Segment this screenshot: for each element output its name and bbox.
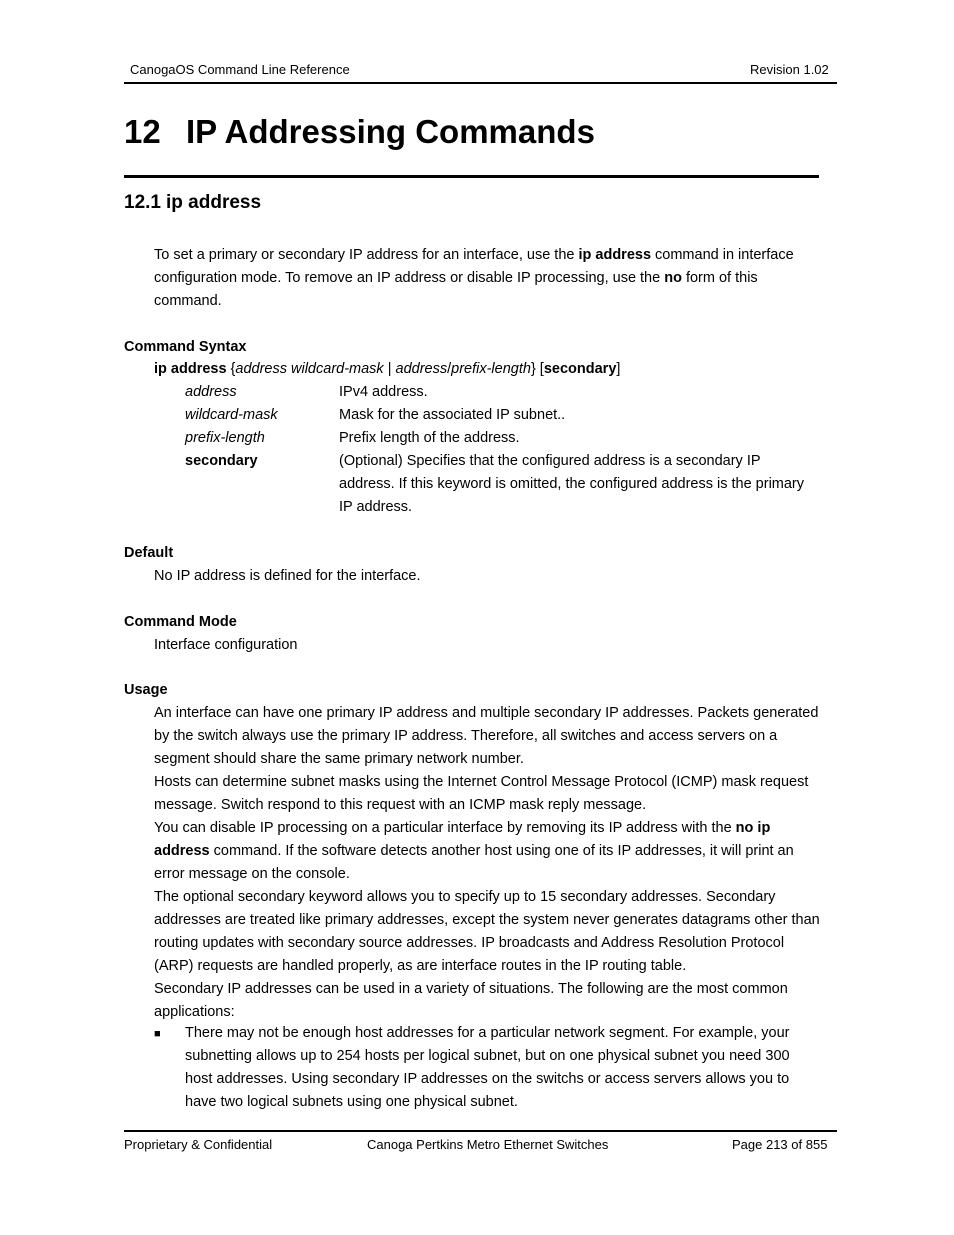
bullet-text: There may not be enough host addresses for a particular network segment. For example, your subnetting allows up to 254 hosts per logical subnet, but on one physical subnet you need 300 host addresses. Using secondary IP addresses on the switchs or access servers allows you to have two logical subnets using one physical subnet. <box>185 1025 790 1110</box>
section-heading <box>124 192 261 214</box>
bullet-list-item <box>154 1022 824 1114</box>
parameter-table <box>185 381 817 519</box>
syntax-arg-address: address <box>395 361 448 377</box>
usage-paragraph <box>154 817 824 886</box>
footer-rule <box>124 1130 837 1132</box>
command-mode-label: Command Mode <box>124 614 237 630</box>
header-doc-title: CanogaOS Command Line Reference <box>130 62 350 77</box>
command-mode-text: Interface configuration <box>154 637 298 653</box>
parameter-name: secondary <box>185 453 258 469</box>
parameter-description: IPv4 address. <box>339 384 428 400</box>
default-label: Default <box>124 545 174 561</box>
usage-text: You can disable IP processing on a particular interface by removing its IP address with the <box>154 820 736 836</box>
parameter-description: (Optional) Specifies that the configured address is a secondary IP address. If this keyword is omitted, the configured address is the primary IP address. <box>339 453 805 515</box>
syntax-sep-4: } [ <box>530 361 544 377</box>
parameter-description: Prefix length of the address. <box>339 430 520 446</box>
syntax-sep-2: | <box>383 361 396 377</box>
syntax-command: ip address <box>154 361 227 377</box>
section-title: ip address <box>166 192 262 213</box>
parameter-row <box>185 450 817 519</box>
intro-paragraph <box>154 244 824 313</box>
command-syntax-line <box>154 358 620 381</box>
syntax-sep-1: { <box>226 361 236 377</box>
syntax-arg-prefix-length: prefix-length <box>451 361 531 377</box>
footer-confidential: Proprietary & Confidential <box>124 1137 273 1152</box>
parameter-description: Mask for the associated IP subnet.. <box>339 407 566 423</box>
default-text: No IP address is defined for the interface. <box>154 568 421 584</box>
header-rule <box>124 82 837 84</box>
parameter-row <box>185 381 817 404</box>
intro-keyword-ip-address: ip address <box>578 247 652 263</box>
usage-text: command. If the software detects another host using one of its IP addresses, it will print an error message on the console. <box>154 843 794 882</box>
intro-keyword-no: no <box>664 270 682 286</box>
usage-keyword-no-ip-address: no ip address <box>154 820 771 859</box>
usage-body <box>154 702 824 1024</box>
usage-paragraph: The optional secondary keyword allows you to specify up to 15 secondary addresses. Secondary addresses are treated like primary addresses, except the system never generates datagrams other than routing updates with secondary source addresses. IP broadcasts and Address Resolution Protocol (ARP) requests are handled properly, as are interface routes in the IP routing table. <box>154 889 820 974</box>
header-revision: Revision 1.02 <box>750 62 829 77</box>
parameter-row <box>185 404 817 427</box>
footer-page-number: Page 213 of 855 <box>732 1137 828 1152</box>
section-number: 12.1 <box>124 192 161 213</box>
parameter-name: wildcard-mask <box>185 407 278 423</box>
chapter-heading <box>124 113 595 151</box>
command-syntax-label: Command Syntax <box>124 339 247 355</box>
syntax-keyword-secondary: secondary <box>543 361 617 377</box>
usage-paragraph: An interface can have one primary IP address and multiple secondary IP addresses. Packets generated by the switch always use the primary IP address. Therefore, all switches and access servers on a segment should share the same primary network number. <box>154 705 819 767</box>
syntax-arg-address-wildcard: address wildcard-mask <box>235 361 384 377</box>
usage-paragraph: Hosts can determine subnet masks using the Internet Control Message Protocol (ICMP) mask request message. Switch respond to this request with an ICMP mask reply message. <box>154 774 809 813</box>
square-bullet-icon: ■ <box>154 1028 161 1040</box>
syntax-sep-3: / <box>447 361 452 377</box>
parameter-name: address <box>185 384 237 400</box>
usage-paragraph: Secondary IP addresses can be used in a variety of situations. The following are the most common applications: <box>154 981 788 1020</box>
chapter-rule <box>124 175 819 178</box>
chapter-title: IP Addressing Commands <box>186 113 595 150</box>
parameter-row <box>185 427 817 450</box>
intro-text-1: To set a primary or secondary IP address for an interface, use the <box>154 247 579 263</box>
syntax-sep-5: ] <box>616 361 621 377</box>
usage-label: Usage <box>124 682 168 698</box>
footer-product: Canoga Pertkins Metro Ethernet Switches <box>367 1137 609 1152</box>
parameter-name: prefix-length <box>185 430 265 446</box>
chapter-number: 12 <box>124 113 161 150</box>
intro-text-3: form of this command. <box>154 270 758 309</box>
intro-text-2: command in interface configuration mode. To remove an IP address or disable IP processing, use the <box>154 247 794 286</box>
